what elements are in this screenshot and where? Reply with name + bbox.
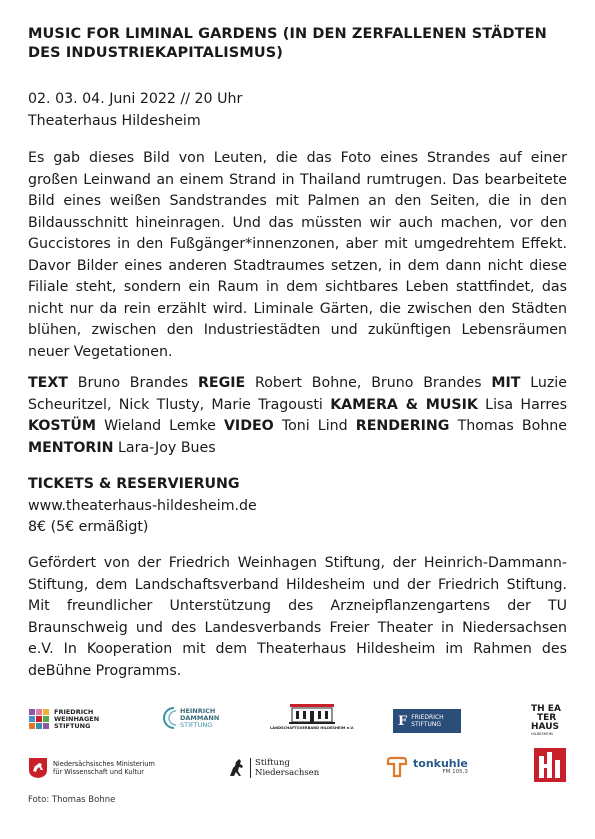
photo-credit: Foto: Thomas Bohne xyxy=(28,795,116,805)
event-venue: Theaterhaus Hildesheim xyxy=(28,112,201,129)
credit-names: Lara-Joy Bues xyxy=(118,439,216,456)
debuehne-icon xyxy=(534,748,566,782)
credit-role: MENTORIN xyxy=(28,439,114,456)
credit-role: RENDERING xyxy=(355,418,450,434)
funding-paragraph: Gefördert von der Friedrich Weinhagen Stiftung, der Heinrich-Dammann-Stiftung, dem Landschaftsverband Hildesheim und der Friedrich Stiftung. Mit freundlicher Unterstützung des Arzneipflanzengartens der TU Braunschweig und des Landesverbands Freier Theater in Niedersachsen e.V. In Kooperation mit dem Theaterhaus Hildesheim im Rahmen des deBühne Programms. xyxy=(28,555,567,679)
credit-role: MIT xyxy=(491,375,521,391)
building-icon xyxy=(287,700,337,726)
theaterhaus-line: TER xyxy=(537,713,557,723)
tickets-heading: TICKETS & RESERVIERUNG xyxy=(28,476,240,492)
event-info xyxy=(28,89,567,132)
event-date: 02. 03. 04. Juni 2022 // 20 Uhr xyxy=(28,91,243,107)
theaterhaus-line: TH EA xyxy=(531,704,561,714)
weinhagen-logo xyxy=(28,708,99,730)
dammann-logo xyxy=(162,706,219,730)
tickets-section xyxy=(28,474,567,539)
weinhagen-emblem-icon xyxy=(28,708,50,730)
page-title: MUSIC FOR LIMINAL GARDENS (IN DEN ZERFALLENEN STÄDTEN DES INDUSTRIEKAPITALISMUS) xyxy=(28,26,547,61)
credit-names: Thomas Bohne xyxy=(457,418,568,434)
tickets-price: 8€ (5€ ermäßigt) xyxy=(28,519,149,535)
credit-names: Wieland Lemke xyxy=(104,418,216,434)
ministerium-line: Niedersächsisches Ministerium xyxy=(53,760,155,768)
friedrich-line: STIFTUNG xyxy=(411,721,442,728)
theaterhaus-logo xyxy=(531,705,561,736)
credit-names: Luzie Scheuritzel, Nick Tlusty, Marie Tragousti xyxy=(28,375,567,413)
stiftung-nds-line: Stiftung xyxy=(255,758,290,768)
friedrich-f-icon: F xyxy=(398,713,408,729)
credit-names: Robert Bohne, Bruno Brandes xyxy=(254,375,482,391)
description-paragraph: Es gab dieses Bild von Leuten, die das Foto eines Strandes auf einer großen Leinwand an einem Strand in Thailand rumtrugen. Das bearbeitete Bild eines weißen Sandstrandes mit Palmen an den Seiten, die in den Bildausschnitt hineinragen. Und das müssten wir auch machen, vor den Guccistores in den Fußgänger*innenzonen, aber mit umgedrehtem Effekt. Davor Bilder eines anderen Stadtraumes setzen, in dem dann nicht diese Filiale steht, sondern ein Raum in dem sichtbares Leben stattfindet, das nicht nur da rein erzählt wird. Liminale Gärten, die zwischen den Städten blühen, zwischen den Industriestädten und zukünftigen Lebensräumen neuer Vegetationen. xyxy=(28,150,567,360)
debuehne-logo xyxy=(534,748,566,782)
ministerium-line: für Wissenschaft und Kultur xyxy=(53,768,144,776)
credit-names: Lisa Harres xyxy=(485,396,567,413)
weinhagen-line: WEINHAGEN xyxy=(54,714,100,723)
stiftung-niedersachsen-logo xyxy=(228,757,319,779)
theaterhaus-line: HILDESHEIM xyxy=(531,732,553,736)
credit-role: TEXT xyxy=(28,375,68,391)
stiftung-nds-line: Niedersachsen xyxy=(255,768,320,778)
tonkuhle-t-icon xyxy=(385,755,409,779)
dammann-line: DAMMANN xyxy=(180,713,220,722)
tickets-url[interactable]: www.theaterhaus-hildesheim.de xyxy=(28,497,257,514)
tonkuhle-name: tonkuhle xyxy=(413,757,468,770)
landschaftsverband-text: LANDSCHAFTSVERBAND HILDESHEIM e.V. xyxy=(270,726,355,730)
credit-role: VIDEO xyxy=(223,418,274,434)
credit-role: KOSTÜM xyxy=(28,418,96,434)
tonkuhle-freq: FM 105,3 xyxy=(442,769,468,775)
friedrich-line: FRIEDRICH xyxy=(411,714,444,721)
credit-names: Toni Lind xyxy=(281,418,348,434)
horse-icon xyxy=(228,757,246,779)
dammann-line: STIFTUNG xyxy=(180,720,213,729)
credit-names: Bruno Brandes xyxy=(77,375,189,391)
theaterhaus-line: HAUS xyxy=(531,722,560,732)
dammann-line: HEINRICH xyxy=(180,706,216,715)
dammann-arc-icon xyxy=(162,706,178,730)
weinhagen-line: FRIEDRICH xyxy=(54,707,94,716)
credit-role: REGIE xyxy=(197,375,246,391)
ministerium-logo xyxy=(28,757,155,779)
lower-saxony-horse-icon xyxy=(28,757,48,779)
tonkuhle-logo xyxy=(385,755,468,779)
credits xyxy=(28,373,567,459)
weinhagen-line: STIFTUNG xyxy=(54,721,91,730)
credit-role: KAMERA & MUSIK xyxy=(330,396,478,413)
landschaftsverband-logo xyxy=(270,700,354,730)
friedrich-stiftung-logo xyxy=(393,709,461,733)
